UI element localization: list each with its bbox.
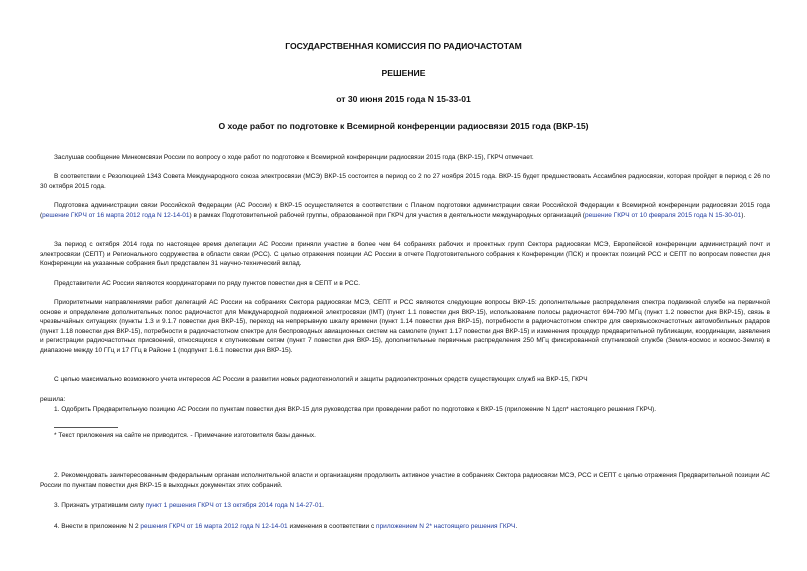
decision-item-3-end: . bbox=[322, 502, 324, 509]
decision-item-4-end: . bbox=[515, 523, 518, 530]
decision-item-2: 2. Рекомендовать заинтересованным федеральным органам исполнительной власти и организациям продолжить активное участие в собраниях Сектора радиосвязи МСЭ, РСС и СЕПТ с целью отражения Предварительной позиции АС России по пунктам повестки дня ВКР-15 в выходных документах этих собраний. bbox=[40, 472, 770, 489]
document-type: РЕШЕНИЕ bbox=[381, 68, 426, 78]
paragraph-6: Приоритетными направлениями работ делегаций АС России на собраниях Сектора радиосвязи МСЭ, СЕПТ и РСС являются следующие вопросы ВКР-15: дополнительные распределения спектра подвижной службе на первичной основе и определение дополнительных полос радиочастот для Международной подвижной электросвязи (IMT) (пункт 1.1 повестки дня ВКР-15), использование полосы радиочастот 694-790 МГц (пункт 1.2 повестки дня ВКР-15), связь в чрезвычайных ситуациях (пункты 1.3 и 9.1.7 повестки дня ВКР-15), переход на непрерывную шкалу времени (пункт 1.14 повестки дня ВКР-15), потребности в радиочастотном спектре для сверхвысокочастотных автомобильных радаров (пункт 1.18 повестки дня ВКР-15), потребности в радиочастотном спектре для беспроводных авиационных систем на самолете (пункт 1.17 повестки дня ВКР-15) и изменения процедур предварительной публикации, координации, заявления и регистрации радиочастотных присвоений, относящихся к спутниковым сетям (пункт 7 повестки дня ВКР-15), дополнительные первичные распределения 250 МГц фиксированной спутниковой службе (Земля-космос и космос-Земля) в диапазоне между 10 ГГц и 17 ГГц в Районе 1 (подпункт 1.6.1 повестки дня ВКР-15). bbox=[40, 299, 770, 354]
link-decision-12-14-01-item4[interactable]: решения ГКРЧ от 16 марта 2012 года N 12-14-01 bbox=[140, 523, 288, 530]
document-title: О ходе работ по подготовке к Всемирной конференции радиосвязи 2015 года (ВКР-15) bbox=[218, 121, 589, 131]
decision-item-3-text: 3. Признать утратившим силу bbox=[54, 502, 146, 509]
organization-heading: ГОСУДАРСТВЕННАЯ КОМИССИЯ ПО РАДИОЧАСТОТАМ bbox=[285, 41, 522, 51]
paragraph-7: С целью максимально возможного учета интересов АС России в развитии новых радиотехнологий и защиты радиоэлектронных средств существующих служб на ВКР-15, ГКРЧ bbox=[54, 376, 588, 383]
footnote: * Текст приложения на сайте не приводится. - Примечание изготовителя базы данных. bbox=[54, 432, 316, 439]
decision-item-4 bbox=[40, 522, 770, 532]
decision-item-1: 1. Одобрить Предварительную позицию АС России по пунктам повестки дня ВКР-15 для руководства при проведении работ по подготовке к ВКР-15 (приложение N 1дсп* настоящего решения ГКРЧ). bbox=[54, 406, 657, 413]
paragraph-1: Заслушав сообщение Минкомсвязи России по вопросу о ходе работ по подготовке к Всемирной конференции радиосвязи 2015 года (ВКР-15), ГКРЧ отмечает. bbox=[54, 154, 534, 161]
paragraph-3 bbox=[40, 201, 770, 220]
paragraph-4: За период с октября 2014 года по настоящее время делегации АС России приняли участие в более чем 64 собраниях рабочих и проектных групп Сектора радиосвязи МСЭ, Европейской конференции администраций почт и электросвязи (СЕПТ) и Регионального содружества в области связи (РСС). С целью отражения позиции АС России в отчете Подготовительного собрания к Конференции (ПСК) и проектах позиций РСС и СЕПТ по вопросам повестки дня Конференции на указанные собрания был представлен 31 научно-технический вклад. bbox=[40, 241, 770, 268]
link-appendix-2[interactable]: приложением N 2* настоящего решения ГКРЧ bbox=[376, 523, 516, 530]
paragraph-3-text-b: ) в рамках Подготовительной рабочей группы, образованной при ГКРЧ для участия в деятельности международных организаций ( bbox=[189, 211, 585, 219]
paragraph-3-text-a: Подготовка администрации связи Российской Федерации (АС России) к ВКР-15 осуществляется в соответствии с Планом подготовки администрации связи Российской Федерации к Всемирной конференции радиосвязи 2015 года ( bbox=[40, 202, 770, 219]
link-decision-12-14-01[interactable]: решение ГКРЧ от 16 марта 2012 года N 12-14-01 bbox=[42, 211, 190, 219]
link-decision-14-27-01[interactable]: пункт 1 решения ГКРЧ от 13 октября 2014 года N 14-27-01 bbox=[145, 502, 323, 509]
document-date-number: от 30 июня 2015 года N 15-33-01 bbox=[336, 94, 471, 104]
footnote-divider bbox=[54, 427, 118, 428]
decision-item-4-text-a: 4. Внести в приложение N 2 bbox=[54, 523, 141, 530]
paragraph-3-text-c: ). bbox=[741, 211, 746, 219]
paragraph-5: Представители АС России являются координаторами по ряду пунктов повестки дня в СЕПТ и в РСС. bbox=[54, 280, 361, 287]
decision-item-4-text-b: изменения в соответствии с bbox=[287, 523, 377, 530]
paragraph-2: В соответствии с Резолюцией 1343 Совета Международного союза электросвязи (МСЭ) ВКР-15 состоится в период со 2 по 27 ноября 2015 года. ВКР-15 будет предшествовать Ассамблея радиосвязи, которая пройдет в период с 26 по 30 октября 2015 года. bbox=[40, 173, 770, 190]
decided-label: решила: bbox=[40, 396, 66, 403]
decision-item-3 bbox=[40, 501, 770, 511]
link-decision-15-30-01[interactable]: решение ГКРЧ от 10 февраля 2015 года N 15-30-01 bbox=[584, 211, 742, 219]
